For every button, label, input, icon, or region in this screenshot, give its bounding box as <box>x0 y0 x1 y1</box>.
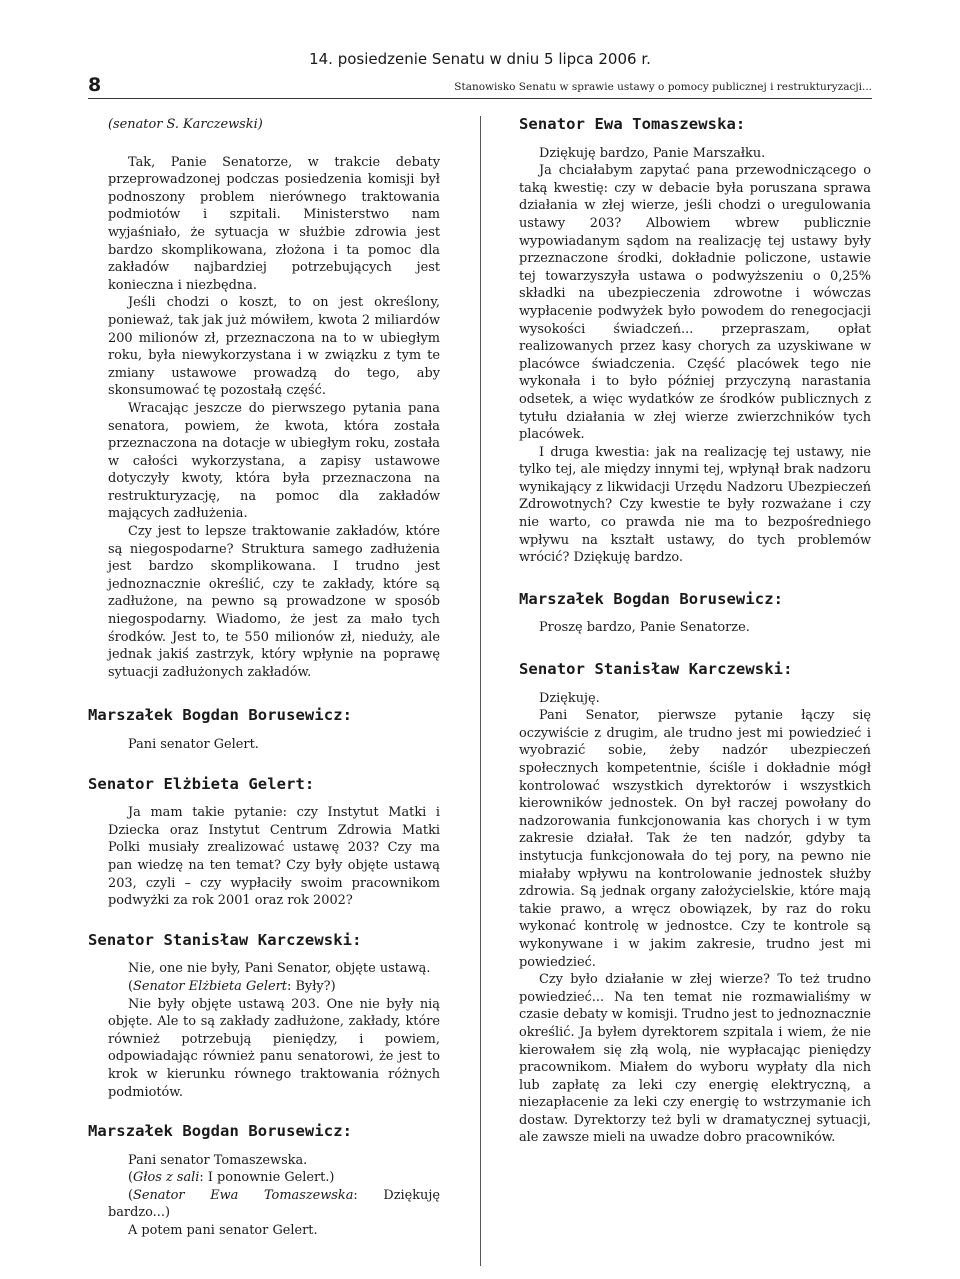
interjection: (Senator Elżbieta Gelert: Były?) <box>128 978 336 994</box>
page-header-title: 14. posiedzenie Senatu w dniu 5 lipca 2006 r. <box>309 50 651 68</box>
paragraph: Pani Senator, pierwsze pytanie łączy się oczywiście z drugim, ale trudno jest mi powiedzieć i wyobrazić sobie, żeby nadzór ubezpieczeń społecznych kompetentnie, ściśle i dokładnie mógł kontrolować wszystkich dyrektorów i wszystkich kierowników jednostek. On był raczej powołany do nadzorowania funkcjonowania kas chorych i w tym zakresie działał. Tak że ten nadzór, gdyby ta instytucja funkcjonowała do tej pory, na pewno nie miałaby wpływu na kontrolowanie jednostek służby zdrowia. Są jednak organy założycielskie, które mają takie prawo, a wręcz obowiązek, by raz do roku wykonać kontrolę w jednostce. Czy te kontrole są wykonywane i w jakim zakresie, trudno jest mi powiedzieć. <box>519 708 871 970</box>
paragraph: I druga kwestia: jak na realizację tej ustawy, nie tylko tej, ale między innymi tej, wpłynął brak nadzoru wynikający z likwidacji Urzędu Nadzoru Ubezpieczeń Zdrowotnych? Czy kwestie te były rozważane i czy nie warto, co prawda nie ma to bezpośredniego wpływu na kształt ustawy, do tych problemów wrócić? Dziękuję bardzo. <box>519 444 871 566</box>
speaker-heading: Marszałek Bogdan Borusewicz: <box>519 589 784 608</box>
paragraph: Pani senator Gelert. <box>128 737 259 752</box>
paragraph: Dziękuję bardzo, Panie Marszałku. <box>539 145 766 161</box>
paragraph: Czy było działanie w złej wierze? To też trudno powiedzieć... Na ten temat nie rozmawialiśmy w czasie debaty w komisji. Trudno jest to jednoznacznie określić. Ja byłem dyrektorem szpitala i wiem, że nie kierowałem się złą wolą, nie wypłacając pieniędzy pracownikom. Miałem do wyboru wypłaty dla nich lub zapłatę za leki czy energię elektryczną, a niezapłacenie za leki czy energię to wstrzymanie ich dostaw. Dyrektorzy też byli w dramatycznej sytuacji, ale zawsze mieli na uwadze dobro pracowników. <box>519 972 871 1146</box>
paragraph: Wracając jeszcze do pierwszego pytania pana senatora, powiem, że kwota, która została przeznaczona na dotacje w ubiegłym roku, została w całości wykorzystana, a zapisy ustawowe dotyczyły kwoty, która była przeznaczona na restrukturyzację, na pomoc dla zakładów mających zadłużenia. <box>108 400 440 522</box>
paragraph: Pani senator Tomaszewska. <box>128 1152 308 1168</box>
paragraph: A potem pani senator Gelert. <box>128 1223 318 1239</box>
paragraph: Tak, Panie Senatorze, w trakcie debaty przeprowadzonej podczas posiedzenia komisji był podnoszony problem nierównego traktowania podmiotów i szpitali. Ministerstwo nam wyjaśniało, że sytuacja w służbie zdrowia jest bardzo skomplikowana, złożona i ta pomoc dla zakładów najbardziej potrzebujących jest konieczna i niezbędna. <box>108 154 440 293</box>
paragraph: Nie były objęte ustawą 203. One nie były nią objęte. Ale to są zakłady zadłużone, zakłady, które również potrzebują pieniędzy, i powiem, odpowiadając również panu senatorowi, że jest to krok w kierunku równego traktowania różnych podmiotów. <box>108 996 440 1100</box>
left-column <box>88 116 440 1240</box>
speaker-heading: Marszałek Bogdan Borusewicz: <box>88 706 353 725</box>
paragraph: Ja mam takie pytanie: czy Instytut Matki i Dziecka oraz Instytut Centrum Zdrowia Matki Polki musiały zrealizować ustawę 203? Czy ma pan wiedzę na ten temat? Czy były objęte ustawą 203, czyli – czy wypłaciły swoim pracownikom podwyżki za rok 2001 oraz rok 2002? <box>108 805 440 909</box>
header-rule <box>88 98 872 99</box>
page-number: 8 <box>88 74 102 96</box>
speaker-attribution: (senator S. Karczewski) <box>108 117 263 132</box>
speaker-heading: Senator Ewa Tomaszewska: <box>519 115 746 133</box>
paragraph: Proszę bardzo, Panie Senatorze. <box>539 620 750 636</box>
paragraph: Ja chciałabym zapytać pana przewodniczącego o taką kwestię: czy w debacie była poruszana sprawa działania w złej wierze, jeśli chodzi o uregulowania ustawy 203? Albowiem wbrew publicznie wypowiadanym sądom na realizację tej ustawy były przeznaczone środki, dokładnie policzone, ustawie tej towarzyszyła ustawa o podwyższeniu o 0,25% składki na ubezpieczenia zdrowotne i wówczas wypłacenie podwyżek było powodem do renegocjacji wysokości świadczeń... przepraszam, opłat realizowanych przez kasy chorych za uzyskiwane w placówce świadczenia. Część placówek tego nie wykonała i to było później przyczyną narastania odsetek, a więc wydatków ze środków publicznych z tytułu działania w złej wierze zwierzchników tych placówek. <box>519 163 871 443</box>
right-column <box>519 116 871 1147</box>
interjection: (Senator Ewa Tomaszewska: Dziękuję bardzo...) <box>108 1187 440 1221</box>
paragraph: Dziękuję. <box>539 690 600 706</box>
paragraph: Czy jest to lepsze traktowanie zakładów, które są niegospodarne? Struktura samego zadłużenia jest bardzo skomplikowana. I trudno jest jednoznacznie określić, czy te zakłady, które są zadłużone, na pewno są prowadzone w sposób niegospodarny. Wiadomo, że jest za mało tych środków. Jest to, te 550 milionów zł, nieduży, ale jednak jakiś zastrzyk, który wpłynie na poprawę sytuacji zadłużonych zakładów. <box>108 524 440 680</box>
paragraph: Jeśli chodzi o koszt, to on jest określony, ponieważ, tak jak już mówiłem, kwota 2 miliardów 200 milionów zł, przeznaczona na to w ubiegłym roku, była niewykorzystana i w związku z tym te zmiany ustawowe prowadzą do tego, aby skonsumować tę pozostałą część. <box>108 295 440 399</box>
speaker-heading: Senator Stanisław Karczewski: <box>519 660 793 679</box>
speaker-heading: Senator Elżbieta Gelert: <box>88 774 315 793</box>
paragraph: Nie, one nie były, Pani Senator, objęte ustawą. <box>128 961 431 977</box>
page-header-subtitle: Stanowisko Senatu w sprawie ustawy o pomocy publicznej i restrukturyzacji... <box>454 81 872 93</box>
speaker-heading: Senator Stanisław Karczewski: <box>88 930 362 949</box>
speaker-heading: Marszałek Bogdan Borusewicz: <box>88 1122 353 1141</box>
interjection: (Głos z sali: I ponownie Gelert.) <box>128 1170 335 1186</box>
column-divider <box>480 116 481 1266</box>
